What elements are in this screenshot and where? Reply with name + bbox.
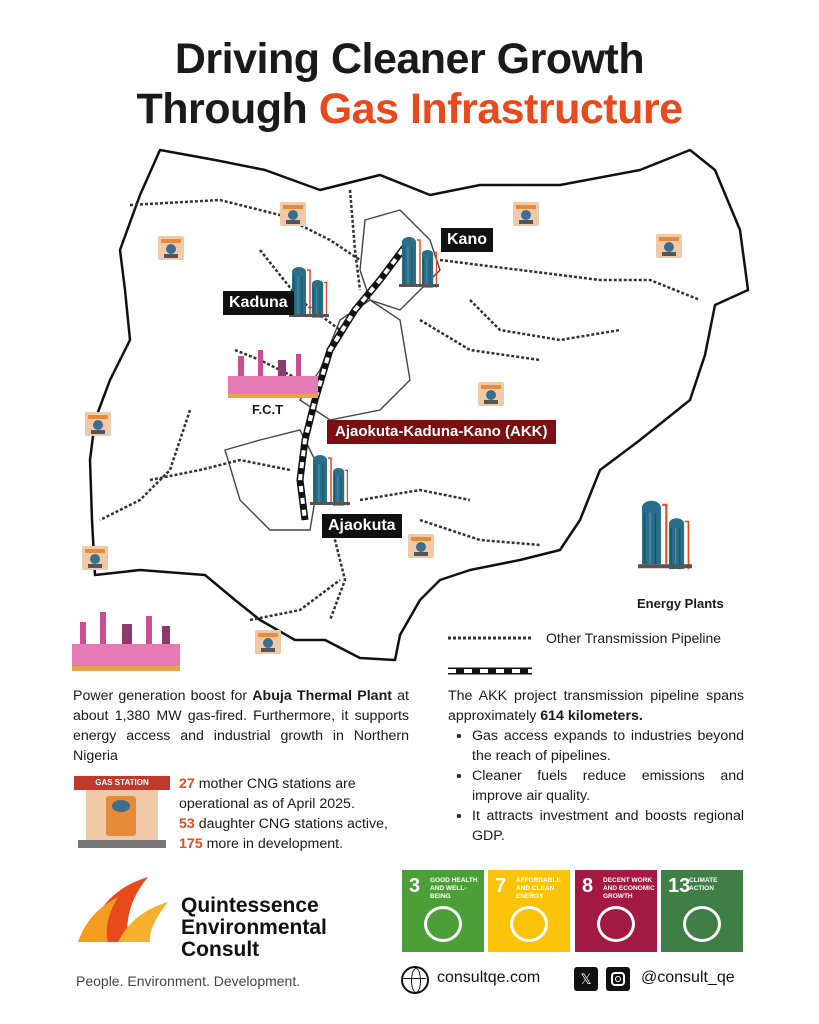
legend-energy-plants: Energy Plants <box>637 596 724 611</box>
sdg-symbol-icon <box>510 906 548 942</box>
rig-icon <box>280 202 306 226</box>
sdg-number: 13 <box>668 875 691 897</box>
sdg-number: 3 <box>409 875 421 897</box>
abuja-paragraph: Power generation boost for Abuja Thermal Plant at about 1,380 MW gas-fired. Furthermore, it supports energy access and industrial growth in Northern Nigeria <box>73 688 409 764</box>
sdg-title: CLIMATE ACTION <box>689 877 718 892</box>
sdg-symbol-icon <box>683 906 721 942</box>
sdg-title: DECENT WORK AND ECONOMIC GROWTH <box>603 877 655 900</box>
country-outline <box>90 150 748 660</box>
label-kano: Kano <box>441 228 493 252</box>
legend-plant-icon <box>638 501 692 569</box>
gas-station-icon: GAS STATION <box>74 776 170 850</box>
label-fct: F.C.T <box>252 402 284 417</box>
kano-plant-icon <box>399 237 439 288</box>
sdg-tile <box>402 870 484 952</box>
sdg-title: GOOD HEALTH AND WELL-BEING <box>430 877 478 900</box>
rig-icon <box>82 546 108 570</box>
rig-icon <box>255 630 281 654</box>
social-handle[interactable]: @consult_qe <box>641 969 735 986</box>
rig-icon <box>513 202 539 226</box>
benefits-list <box>448 726 744 846</box>
sdg-tile <box>575 870 657 952</box>
fct-industrial-icon <box>228 350 318 398</box>
brand-logo <box>78 872 170 952</box>
rig-icon <box>408 534 434 558</box>
cng-paragraph: 27 mother CNG stations are operational as of April 2025. 53 daughter CNG stations active, 175 more in development. <box>179 776 388 852</box>
label-ajaokuta: Ajaokuta <box>322 514 402 538</box>
sdg-tile <box>488 870 570 952</box>
brand-name: Quintessence Environmental Consult <box>181 894 327 961</box>
akk-paragraph: The AKK project transmission pipeline spans approximately 614 kilometers. • Gas access expands to industries beyond the reach of pipelines. • Cleaner fuels reduce emissions and improve air quality. • It attracts investment and boosts regional GDP. <box>448 686 744 846</box>
sdg-title: AFFORDABLE AND CLEAN ENERGY <box>516 877 561 900</box>
list-item: • Gas access expands to industries beyond the reach of pipelines. <box>472 726 744 766</box>
title-line1: Driving Cleaner Growth <box>174 35 645 83</box>
list-item: • It attracts investment and boosts regional GDP. <box>472 806 744 846</box>
abuja-plant-icon <box>72 612 180 671</box>
globe-icon <box>401 966 429 994</box>
title-accent: Gas Infrastructure <box>318 85 683 133</box>
rig-icon <box>85 412 111 436</box>
sdg-tile <box>661 870 743 952</box>
sdg-number: 8 <box>582 875 594 897</box>
rig-icon <box>478 382 504 406</box>
list-item: • Cleaner fuels reduce emissions and improve air quality. <box>472 766 744 806</box>
sdg-symbol-icon <box>597 906 635 942</box>
title-line2: Through Gas Infrastructure <box>136 85 683 133</box>
ajaokuta-plant-icon <box>310 455 350 506</box>
instagram-icon[interactable] <box>606 967 630 991</box>
label-kaduna: Kaduna <box>223 291 294 315</box>
brand-tagline: People. Environment. Development. <box>76 973 301 989</box>
label-akk: Ajaokuta-Kaduna-Kano (AKK) <box>327 420 556 444</box>
sdg-symbol-icon <box>424 906 462 942</box>
rig-icon <box>656 234 682 258</box>
legend-other-pipeline: Other Transmission Pipeline <box>546 630 722 646</box>
rig-icon <box>158 236 184 260</box>
sdg-number: 7 <box>495 875 507 897</box>
kaduna-plant-icon <box>289 267 329 318</box>
website-link[interactable]: consultqe.com <box>437 969 541 986</box>
x-icon[interactable]: 𝕏 <box>574 967 598 991</box>
